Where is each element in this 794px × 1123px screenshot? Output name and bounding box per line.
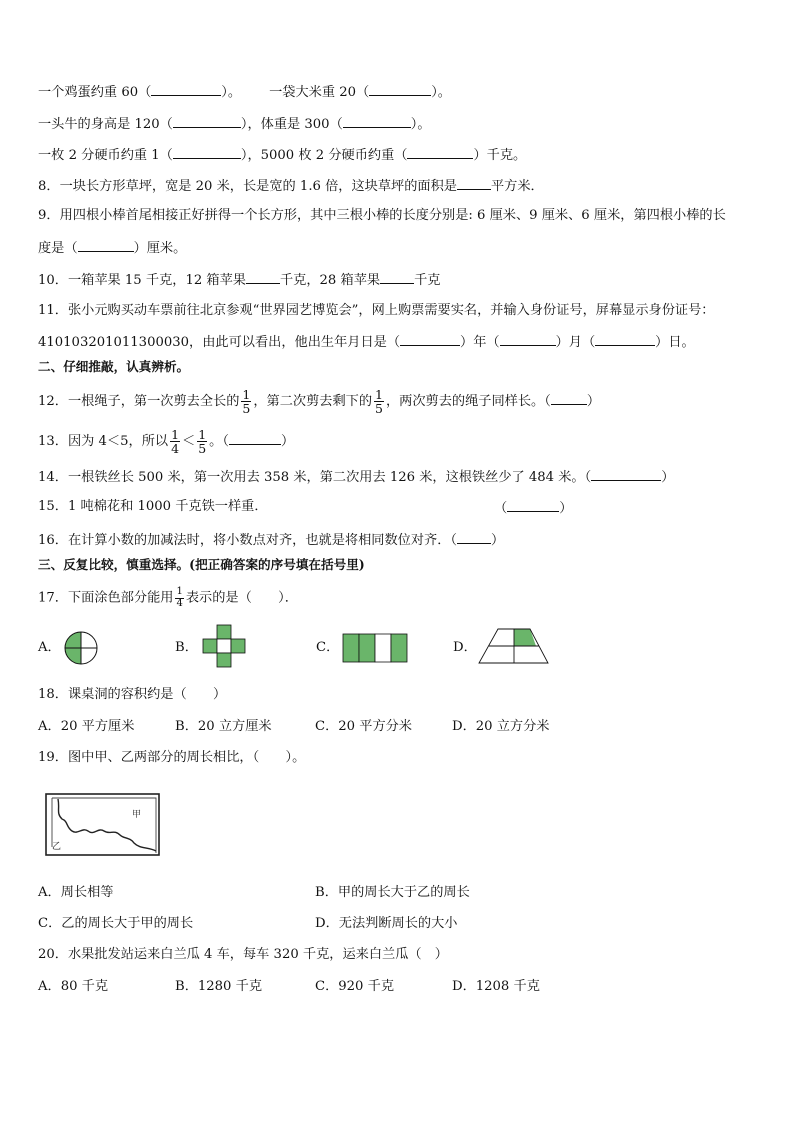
label-yi: 乙: [52, 842, 62, 852]
text: ，第二次剪去剩下的: [253, 394, 373, 410]
question-13: [38, 428, 294, 455]
fraction-one-fifth: [241, 388, 251, 415]
fraction-one-fifth: [374, 388, 384, 415]
fraction-one-fourth: [170, 428, 180, 455]
option-d[interactable]: D．20 立方分米: [452, 719, 550, 734]
text: 9．用四根小棒首尾相接正好拼得一个长方形，其中三根小棒的长度分别是: 6 厘米、9 厘米、6 厘米，第四根小棒的长: [38, 208, 726, 223]
text: 8．一块长方形草坪，宽是 20 米，长是宽的 1.6 倍，这块草坪的面积是: [38, 179, 457, 194]
text: 12．一根绳子，第一次剪去全长的: [38, 394, 240, 410]
numerator: 1: [242, 387, 251, 402]
text: 千克，28 箱苹果: [279, 273, 381, 288]
answer-blank[interactable]: [551, 391, 587, 405]
text: 表示的是（ ）．: [185, 590, 298, 606]
denominator: 5: [198, 441, 207, 457]
text: ）: [586, 394, 601, 410]
option-c-label[interactable]: C．: [316, 640, 340, 655]
text: ）。: [221, 85, 242, 100]
answer-blank[interactable]: [591, 467, 661, 481]
text: ），体重是 300（: [240, 117, 343, 132]
text: ）年（: [460, 335, 500, 350]
text: ）月（: [555, 335, 596, 350]
question-20: 20．水果批发站运来白兰瓜 4 车，每车 320 千克，运来白兰瓜（ ）: [38, 947, 448, 962]
text: 一枚 2 分硬币约重 1（: [38, 148, 173, 163]
option-b[interactable]: B．甲的周长大于乙的周长: [315, 885, 470, 900]
question-17: [38, 587, 298, 609]
answer-blank[interactable]: [407, 145, 473, 159]
text: 平方米．: [490, 179, 544, 194]
option-a[interactable]: A．20 平方厘米: [38, 719, 135, 734]
question-19: 19．图中甲、乙两部分的周长相比，（ ）。: [38, 750, 306, 765]
answer-blank[interactable]: [507, 498, 559, 512]
text: 16．在计算小数的加减法时，将小数点对齐，也就是将相同数位对齐．（: [38, 533, 457, 548]
option-b[interactable]: B．20 立方厘米: [175, 719, 272, 734]
trapezoid-figure: [478, 628, 550, 664]
text: 15．1 吨棉花和 1000 千克铁一样重．: [38, 499, 268, 514]
numerator: 1: [198, 427, 207, 442]
answer-blank[interactable]: [229, 431, 281, 445]
text: 一头牛的身高是 120（: [38, 117, 173, 132]
question-9-line-2: [38, 238, 186, 258]
text: ）: [491, 533, 505, 548]
question-15: [38, 498, 268, 516]
question-10: [38, 270, 440, 290]
numerator: 1: [176, 586, 183, 597]
question-14: [38, 467, 674, 487]
option-b[interactable]: B．1280 千克: [175, 979, 263, 994]
answer-blank[interactable]: [343, 114, 411, 128]
answer-blank[interactable]: [400, 332, 460, 346]
answer-blank[interactable]: [500, 332, 556, 346]
question-9-line-1: [38, 207, 726, 225]
text: 千克: [414, 273, 441, 288]
text: （: [494, 501, 508, 516]
fraction-one-fifth: [197, 428, 207, 455]
denominator: 4: [176, 597, 183, 609]
question-11-line-1: [38, 302, 714, 320]
text: ），5000 枚 2 分硬币约重（: [240, 148, 408, 163]
less-than-sign: ＜: [182, 434, 196, 450]
text: ）。: [431, 85, 451, 100]
question-12: [38, 388, 600, 415]
question-7-line-3: [38, 145, 526, 165]
text: ，两次剪去的绳子同样长。（: [386, 394, 551, 410]
text: ）日。: [655, 335, 695, 350]
numerator: 1: [375, 387, 383, 402]
text: ）。: [410, 117, 431, 132]
section-2-heading: 二、仔细推敲，认真辨析。: [38, 359, 190, 374]
question-8: [38, 176, 544, 196]
text: 。（: [209, 434, 229, 450]
answer-blank[interactable]: [380, 270, 414, 284]
circle-quarter-figure: [64, 631, 98, 665]
question-16: [38, 530, 504, 550]
question-11-line-2: [38, 332, 695, 352]
option-a-label[interactable]: A．: [38, 640, 61, 655]
answer-blank[interactable]: [78, 238, 134, 252]
option-d-label[interactable]: D．: [453, 640, 477, 655]
text: 10．一箱苹果 15 千克，12 箱苹果: [38, 273, 246, 288]
text: ）: [661, 470, 675, 485]
dividing-curve: [58, 799, 156, 851]
fraction-one-fourth: [175, 587, 183, 609]
answer-blank[interactable]: [173, 145, 241, 159]
text: 410103201011300030，由此可以看出，他出生年月日是（: [38, 335, 401, 350]
denominator: 5: [375, 401, 383, 417]
option-c[interactable]: C．920 千克: [315, 979, 395, 994]
question-15-answer: [494, 498, 572, 518]
label-jia: 甲: [132, 810, 142, 820]
text: ）: [280, 434, 295, 450]
answer-blank[interactable]: [151, 82, 221, 96]
text: 14．一根铁丝长 500 米，第一次用去 358 米，第二次用去 126 米，这根铁丝少了 484 米。（: [38, 470, 592, 485]
option-b-label[interactable]: B．: [175, 640, 198, 655]
option-d[interactable]: D．1208 千克: [452, 979, 540, 994]
text: ）厘米。: [133, 241, 187, 256]
answer-blank[interactable]: [369, 82, 431, 96]
question-7-line-1: [38, 82, 451, 102]
text: 一袋大米重 20（: [269, 85, 370, 100]
question-7-line-2: [38, 114, 431, 134]
section-3-heading: 三、反复比较，慎重选择。(把正确答案的序号填在括号里): [38, 557, 365, 572]
text: ）千克。: [473, 148, 527, 163]
text: 13．因为 4＜5，所以: [38, 434, 169, 450]
denominator: 4: [171, 441, 180, 457]
option-a[interactable]: A．周长相等: [38, 885, 114, 900]
text: 一个鸡蛋约重 60（: [38, 85, 152, 100]
answer-blank[interactable]: [246, 270, 280, 284]
option-c[interactable]: C．乙的周长大于甲的周长: [38, 916, 194, 931]
cross-squares-figure: [202, 624, 246, 668]
question-18: 18．课桌洞的容积约是（ ）: [38, 687, 227, 702]
option-d[interactable]: D．无法判断周长的大小: [315, 916, 458, 931]
text: 17．下面涂色部分能用: [38, 590, 174, 606]
answer-blank[interactable]: [173, 114, 241, 128]
text: ）: [559, 501, 573, 516]
option-a[interactable]: A．80 千克: [38, 979, 109, 994]
numerator: 1: [171, 427, 180, 442]
answer-blank[interactable]: [457, 176, 491, 190]
answer-blank[interactable]: [595, 332, 655, 346]
perimeter-figure: [44, 791, 164, 859]
text: 度是（: [38, 241, 78, 256]
answer-blank[interactable]: [457, 530, 491, 544]
denominator: 5: [242, 401, 251, 417]
option-c[interactable]: C．20 平方分米: [315, 719, 412, 734]
text: 11．张小元购买动车票前往北京参观“世界园艺博览会”，网上购票需要实名，并输入身份证号，屏幕显示身份证号：: [38, 303, 715, 318]
bar-four-parts-figure: [342, 633, 408, 663]
